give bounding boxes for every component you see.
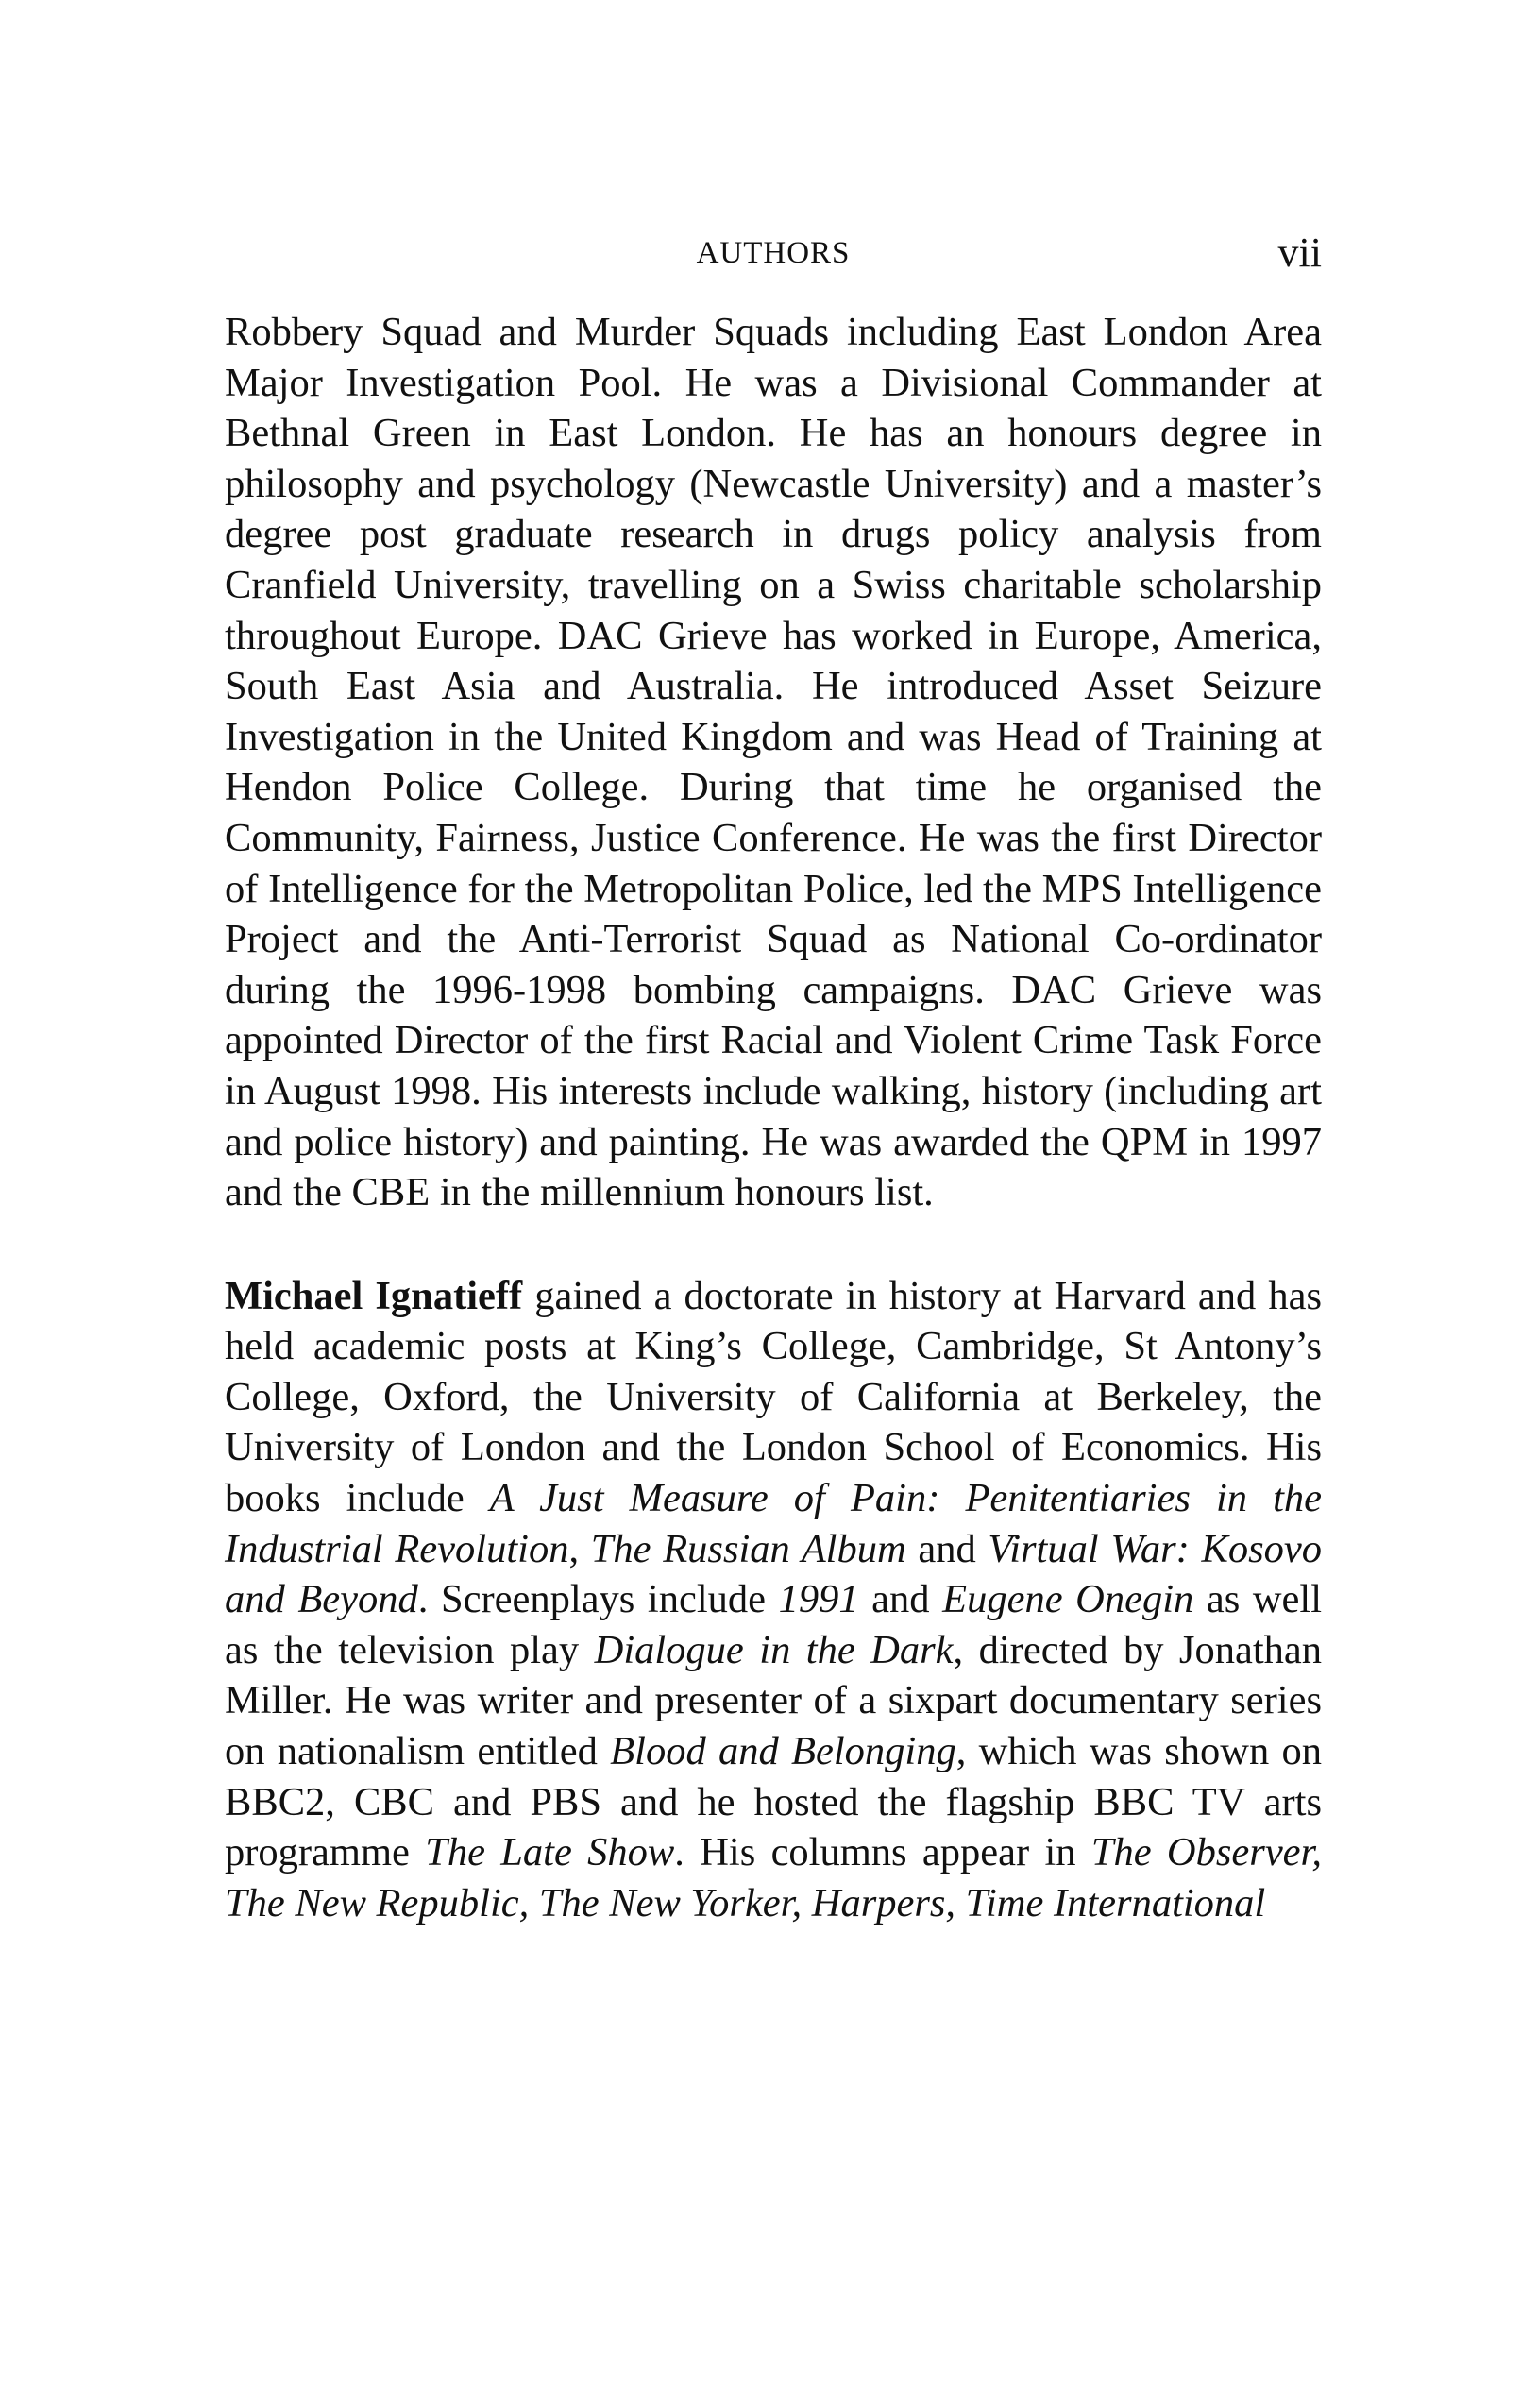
text-run: , which was shown on BBC2, CBC and PBS and he hosted the flagship BBC TV arts programme	[225, 1729, 1322, 1875]
text-run: and	[858, 1577, 943, 1622]
text-run: ,	[568, 1526, 591, 1571]
paragraph-grieve-bio	[225, 307, 1322, 1218]
body-text	[225, 307, 1322, 1928]
text-run: . His columns appear in	[674, 1830, 1091, 1875]
author-name: Michael Ignatieff	[225, 1273, 523, 1318]
text-run: gained a doctorate in history at Harvard and has held academic posts at King’s College, Cambridge, St Antony’s College, Oxford, the University of California at Berkeley, the University of London and the London School of Economics. His books include	[225, 1273, 1322, 1521]
text-run: , directed by Jonathan Miller. He was writer and presenter of a sixpart documentary series on nationalism entitled	[225, 1627, 1322, 1774]
programme-title: The Late Show	[425, 1830, 675, 1875]
book-title: The Russian Album	[590, 1526, 906, 1571]
play-title: Dialogue in the Dark	[594, 1627, 954, 1672]
screenplay-title: Eugene Onegin	[942, 1577, 1194, 1622]
text-run: as well as the television play	[225, 1577, 1322, 1672]
publication-titles: The Observer, The New Republic, The New Yorker, Harpers, Time International	[225, 1830, 1322, 1925]
running-head	[225, 225, 1322, 281]
text-run: . Screenplays include	[417, 1577, 779, 1622]
book-title: Virtual War: Kosovo and Beyond	[225, 1526, 1322, 1622]
text-run: Robbery Squad and Murder Squads including East London Area Major Investigation Pool. He was a Divisional Commander at Bethnal Green in East London. He has an honours degree in philosophy and psychology (Newcastle University) and a master’s degree post graduate research in drugs policy analysis from Cranfield University, travelling on a Swiss charitable scholarship throughout Europe. DAC Grieve has worked in Europe, America, South East Asia and Australia. He introduced Asset Seizure Investigation in the United Kingdom and was Head of Training at Hendon Police College. During that time he organised the Community, Fairness, Justice Conference. He was the first Director of Intelligence for the Metropolitan Police, led the MPS Intelligence Project and the Anti-Terrorist Squad as National Co-ordinator during the 1996-1998 bombing campaigns. DAC Grieve was appointed Director of the first Racial and Violent Crime Task Force in August 1998. His interests include walking, history (including art and police history) and painting. He was awarded the QPM in 1997 and the CBE in the millennium honours list.	[225, 310, 1322, 1215]
running-title: AUTHORS	[696, 236, 851, 270]
book-title: A Just Measure of Pain: Penitentiaries in the Industrial Revolution	[225, 1476, 1322, 1571]
screenplay-title: 1991	[778, 1577, 859, 1622]
text-run: and	[905, 1526, 989, 1571]
page-number: vii	[1277, 229, 1322, 276]
series-title: Blood and Belonging	[610, 1729, 956, 1774]
paragraph-ignatieff-bio	[225, 1271, 1322, 1929]
